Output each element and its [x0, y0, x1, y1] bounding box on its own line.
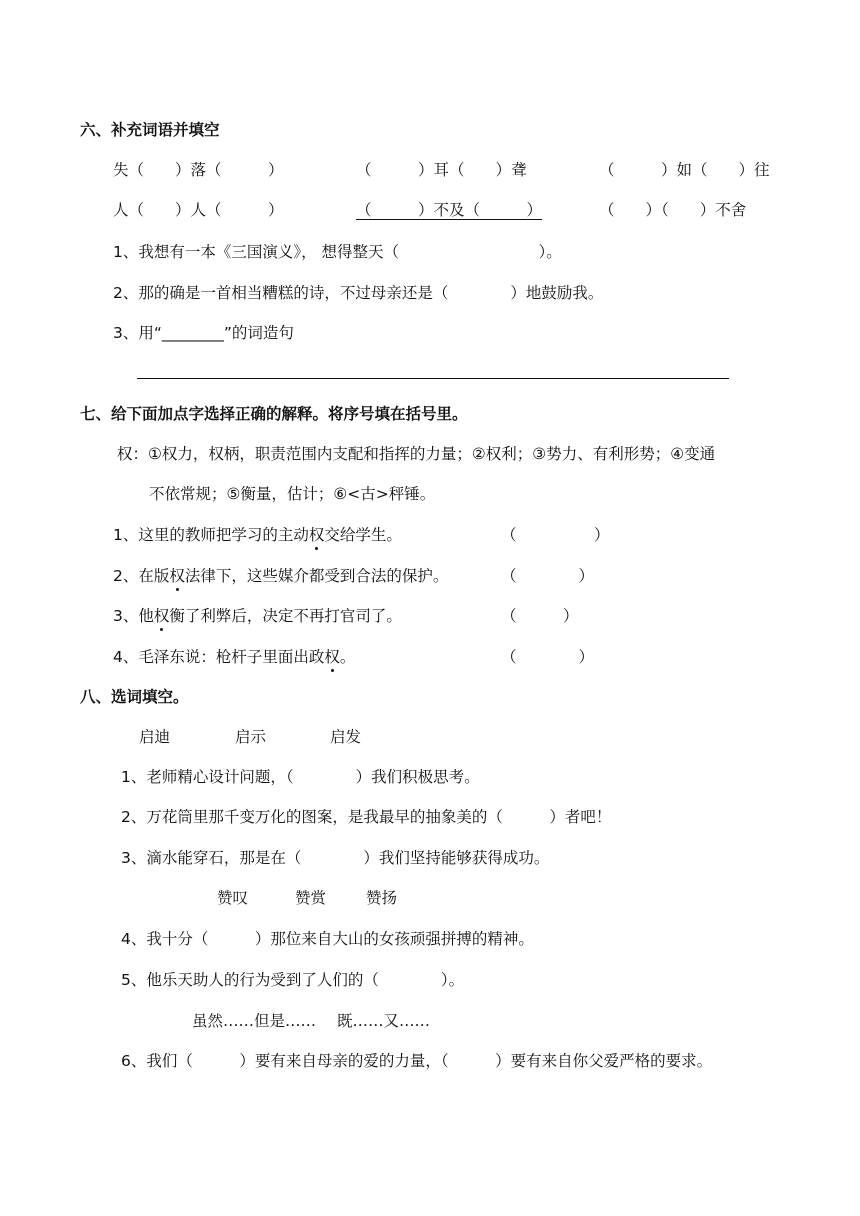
question-item: [113, 606, 402, 626]
word-option: 启发: [330, 728, 362, 746]
idiom-blank-3: （ ）如（ ）往: [599, 161, 770, 179]
section8-question-3: 3、滴水能穿石，那是在（ ）我们坚持能够获得成功。: [121, 849, 550, 867]
item-text-post: 。: [339, 648, 356, 666]
word-option: 虽然……但是……: [192, 1012, 317, 1030]
section8-question-4: 4、我十分（ ）那位来自大山的女孩顽强拼搏的精神。: [121, 930, 534, 948]
item-text-post: 交给学生。: [324, 526, 402, 544]
section6-question-3: 3、用“________”的词造句: [113, 324, 294, 342]
question-item: [113, 566, 448, 586]
answer-blank: （ ）: [501, 567, 595, 585]
dotted-character: 权: [308, 526, 325, 544]
definition-line-1: 权：①权力，权柄，职责范围内支配和指挥的力量；②权利；③势力、有利形势；④变通: [117, 445, 716, 463]
section8-question-6: 6、我们（ ）要有来自母亲的爱的力量，（ ）要有来自你父爱严格的要求。: [121, 1052, 713, 1070]
word-option: 启示: [235, 728, 267, 746]
answer-blank: （ ）: [501, 648, 595, 666]
section8-question-1: 1、老师精心设计问题，（ ）我们积极思考。: [121, 768, 480, 786]
answer-blank: （ ）: [501, 607, 579, 625]
section8-question-5: 5、他乐天助人的行为受到了人们的（ ）。: [121, 971, 465, 989]
section8-title: 八、选词填空。: [80, 688, 189, 706]
item-text-pre: 4、毛泽东说：枪杆子里面出政: [113, 648, 325, 666]
idiom-blank-4: 人（ ）人（ ）: [113, 201, 284, 219]
word-option: 启迪: [139, 728, 171, 746]
question-item: [113, 525, 402, 545]
word-option: 赞赏: [295, 889, 327, 907]
word-option: 赞扬: [366, 889, 398, 907]
word-option: 赞叹: [217, 889, 249, 907]
idiom-blank-5: （ ）不及（ ）: [356, 201, 543, 219]
idiom-blank-6: （ ）（ ）不舍: [599, 201, 747, 219]
section6-question-2: 2、那的确是一首相当糟糕的诗，不过母亲还是（ ）地鼓励我。: [113, 284, 604, 302]
answer-blank: （ ）: [501, 526, 610, 544]
item-text-pre: 2、在版: [113, 567, 170, 585]
item-text-pre: 1、这里的教师把学习的主动: [113, 526, 309, 544]
word-option: 既……又……: [337, 1012, 431, 1030]
question-item: [113, 647, 355, 667]
section8-question-2: 2、万花筒里那千变万化的图案，是我最早的抽象美的（ ）者吧！: [121, 808, 612, 826]
item-text-post: 衡了利弊后，决定不再打官司了。: [169, 607, 402, 625]
dotted-character: 权: [324, 648, 340, 666]
item-text-pre: 3、他: [113, 607, 154, 625]
dotted-character: 权: [169, 567, 185, 585]
section6-question-1: 1、我想有一本《三国演义》， 想得整天（ ）。: [113, 243, 562, 261]
section7-title: 七、给下面加点字选择正确的解释。将序号填在括号里。: [80, 405, 468, 423]
dotted-character: 权: [153, 607, 170, 625]
section6-title: 六、补充词语并填空: [80, 121, 220, 139]
item-text-post: 法律下，这些媒介都受到合法的保护。: [184, 567, 449, 585]
definition-line-2: 不依常规；⑤衡量，估计；⑥<古>秤锤。: [149, 485, 436, 503]
idiom-blank-2: （ ）耳（ ）聋: [356, 161, 527, 179]
idiom-blank-1: 失（ ）落（ ）: [113, 161, 284, 179]
answer-line: [137, 378, 729, 379]
